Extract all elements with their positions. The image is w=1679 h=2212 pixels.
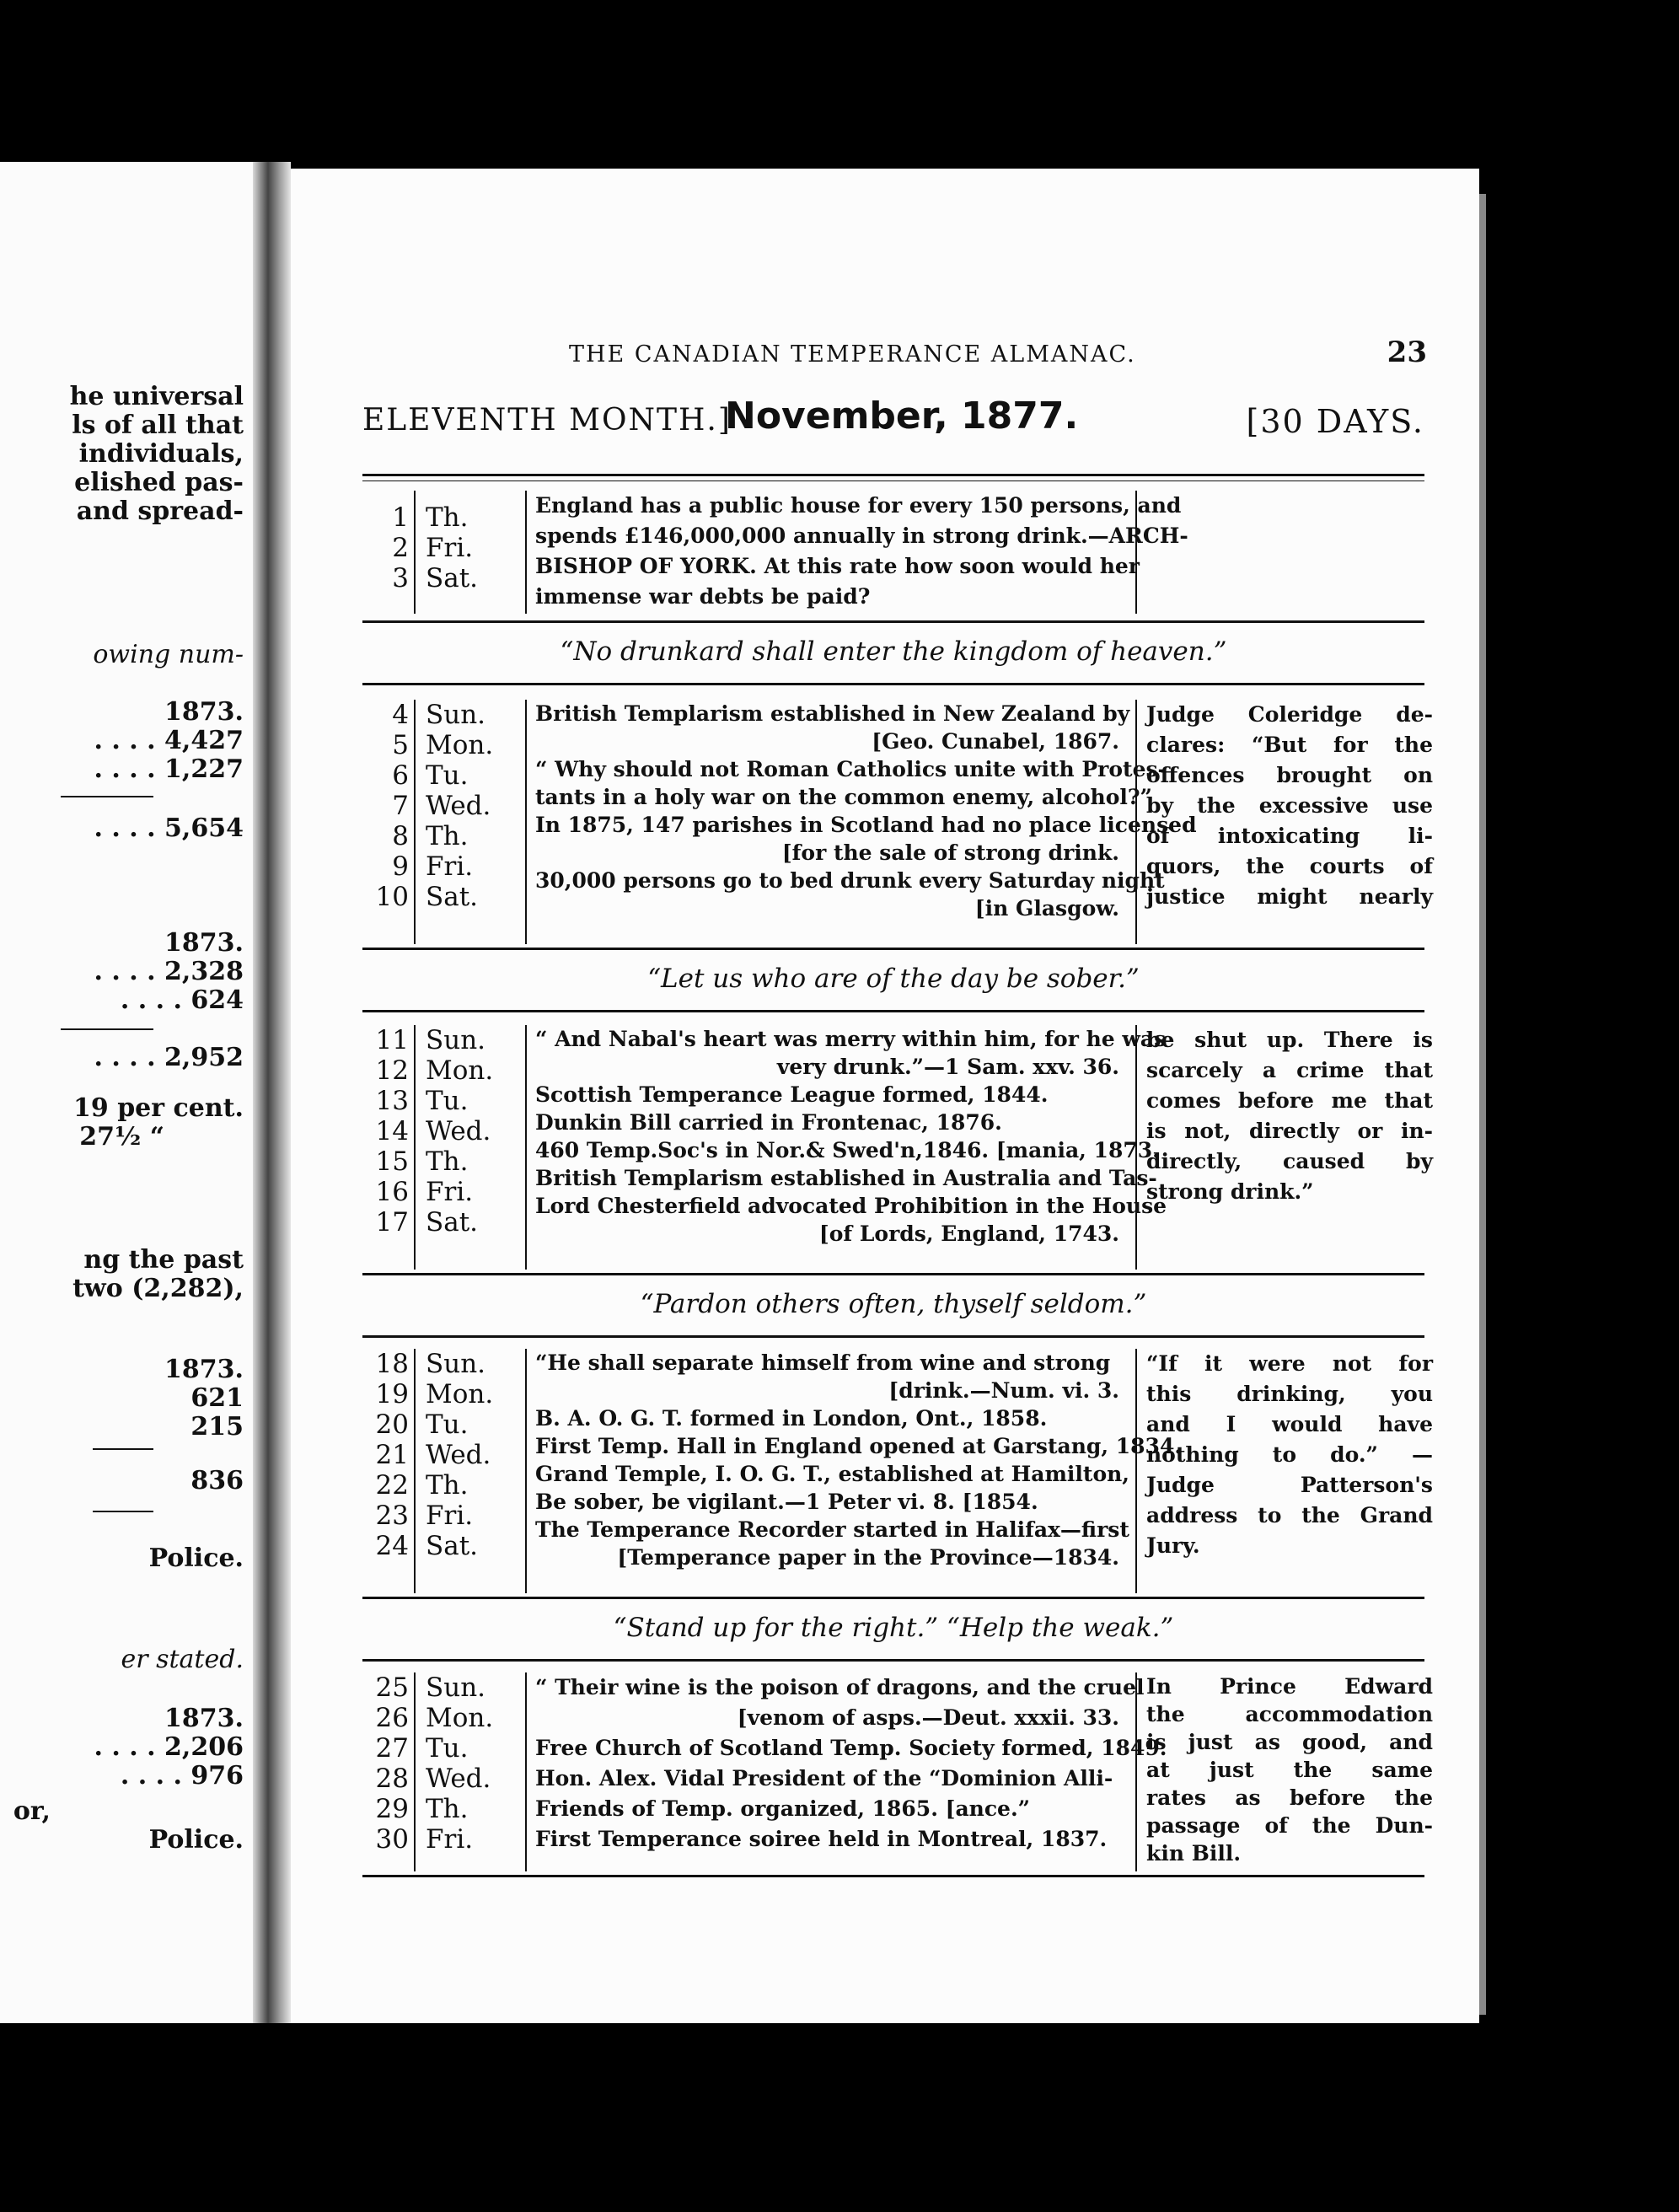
side-note: [1146, 1672, 1433, 1867]
events-text: [535, 1025, 1167, 1248]
weekday: Fri.: [426, 533, 474, 563]
side-note-line: and I would have: [1146, 1412, 1433, 1436]
day-number: 2: [392, 533, 409, 563]
side-note-line: Judge Coleridge de-: [1146, 702, 1433, 727]
event-line: very drunk.”—1 Sam. xxv. 36.: [776, 1055, 1119, 1079]
left-text-line: . . . . 5,654: [94, 813, 244, 843]
weekday: Mon.: [426, 1703, 494, 1733]
side-note-line: passage of the Dun-: [1146, 1813, 1433, 1838]
weekday: Sun.: [426, 1349, 486, 1379]
event-line: 30,000 persons go to bed drunk every Saturday night: [535, 868, 1165, 893]
weekday: Sun.: [426, 700, 486, 730]
side-note-line: be shut up. There is: [1146, 1028, 1433, 1052]
column-divider: [414, 1349, 416, 1593]
day-number: 27: [375, 1733, 409, 1764]
event-line: British Templarism established in New Zealand by: [535, 701, 1130, 726]
day-number: 21: [375, 1440, 409, 1470]
event-line: The Temperance Recorder started in Halifax—first: [535, 1517, 1129, 1542]
day-number: 22: [375, 1470, 409, 1501]
day-number: 23: [375, 1501, 409, 1531]
left-text-line: individuals,: [78, 439, 244, 469]
side-note: [1146, 1025, 1433, 1207]
side-note-line: rates as before the: [1146, 1785, 1433, 1810]
day-number: 20: [375, 1409, 409, 1440]
day-number: 6: [392, 760, 409, 791]
event-line: First Temp. Hall in England opened at Garstang, 1834.: [535, 1434, 1183, 1458]
day-numbers: [367, 502, 409, 593]
left-text-line: or,: [13, 1796, 51, 1826]
left-text-line: Police.: [148, 1825, 244, 1855]
events-text: [535, 491, 1188, 612]
block-rule: [362, 1335, 1424, 1338]
side-note-line: is just as good, and: [1146, 1730, 1433, 1754]
event-line: [of Lords, England, 1743.: [818, 1221, 1119, 1246]
weekday: Wed.: [426, 1440, 491, 1470]
column-divider: [525, 491, 527, 614]
day-numbers: [367, 1349, 409, 1561]
day-number: 15: [375, 1146, 409, 1177]
side-note-line: the accommodation: [1146, 1702, 1433, 1726]
motto: “Let us who are of the day be sober.”: [647, 964, 1140, 994]
left-text-line: he universal: [69, 382, 244, 411]
block-rule: [362, 1659, 1424, 1662]
events-text: [535, 1672, 1167, 1855]
weekday: Tu.: [426, 1733, 469, 1764]
sum-rule: [93, 1511, 153, 1512]
left-text-line: ng the past: [83, 1245, 244, 1275]
side-note-line: clares: “But for the: [1146, 733, 1433, 757]
day-number: 8: [392, 821, 409, 851]
left-text-line: and spread-: [76, 497, 244, 526]
day-number: 13: [375, 1086, 409, 1116]
side-note: [1146, 1349, 1433, 1561]
double-rule: [362, 474, 1424, 476]
column-divider: [525, 1025, 527, 1270]
side-note-line: by the excessive use: [1146, 793, 1433, 818]
side-note-line: address to the Grand: [1146, 1503, 1433, 1527]
left-text-line: Police.: [148, 1544, 244, 1573]
day-number: 19: [375, 1379, 409, 1409]
day-numbers: [367, 700, 409, 912]
weekday: Th.: [426, 502, 469, 533]
day-number: 24: [375, 1531, 409, 1561]
event-line: Scottish Temperance League formed, 1844.: [535, 1082, 1049, 1107]
sum-rule: [93, 1448, 153, 1450]
event-line: B. A. O. G. T. formed in London, Ont., 1858.: [535, 1406, 1048, 1431]
day-number: 7: [392, 791, 409, 821]
side-note-line: In Prince Edward: [1146, 1674, 1433, 1699]
event-line: “ Why should not Roman Catholics unite with Protes-: [535, 757, 1167, 781]
weekday: Wed.: [426, 791, 491, 821]
event-line: Lord Chesterfield advocated Prohibition in the House: [535, 1194, 1167, 1218]
side-note-line: kin Bill.: [1146, 1841, 1242, 1866]
book-gutter: [253, 162, 291, 2023]
left-text-line: . . . . 4,427: [94, 726, 244, 755]
running-head: THE CANADIAN TEMPERANCE ALMANAC.: [569, 341, 1136, 368]
side-note-line: comes before me that: [1146, 1088, 1433, 1113]
motto: “No drunkard shall enter the kingdom of heaven.”: [560, 636, 1227, 667]
weekday: Tu.: [426, 1409, 469, 1440]
event-line: spends £146,000,000 annually in strong drink.—ARCH-: [535, 523, 1188, 548]
column-divider: [414, 1025, 416, 1270]
left-text-line: . . . . 2,952: [94, 1043, 244, 1072]
events-text: [535, 700, 1197, 922]
weekday: Sat.: [426, 1207, 479, 1238]
event-line: [in Glasgow.: [974, 896, 1119, 921]
day-number: 29: [375, 1794, 409, 1824]
left-text-line: 836: [190, 1466, 244, 1495]
month-heading: [362, 395, 1424, 442]
day-number: 9: [392, 851, 409, 882]
event-line: First Temperance soiree held in Montreal, 1837.: [535, 1827, 1108, 1851]
event-line: Hon. Alex. Vidal President of the “Dominion Alli-: [535, 1766, 1113, 1791]
day-number: 5: [392, 730, 409, 760]
day-number: 18: [375, 1349, 409, 1379]
event-line: Free Church of Scotland Temp. Society formed, 1849.: [535, 1736, 1167, 1760]
day-number: 14: [375, 1116, 409, 1146]
weekday: Sat.: [426, 563, 479, 593]
event-line: Friends of Temp. organized, 1865. [ance.”: [535, 1796, 1031, 1821]
side-note-line: “If it were not for: [1146, 1351, 1433, 1376]
event-line: In 1875, 147 parishes in Scotland had no place licensed: [535, 813, 1197, 837]
weekday: Th.: [426, 821, 469, 851]
side-note-line: offences brought on: [1146, 763, 1433, 787]
event-line: Dunkin Bill carried in Frontenac, 1876.: [535, 1110, 1002, 1135]
left-text-line: 1873.: [164, 1355, 244, 1384]
event-line: [drink.—Num. vi. 3.: [888, 1378, 1119, 1403]
left-text-line: . . . . 1,227: [94, 754, 244, 784]
column-divider: [525, 700, 527, 944]
weekday: Fri.: [426, 851, 474, 882]
calendar-block-2: [367, 700, 1433, 944]
event-line: immense war debts be paid?: [535, 584, 871, 609]
weekdays: [426, 700, 518, 912]
almanac-page: [291, 169, 1479, 2023]
block-rule: [362, 948, 1424, 950]
weekdays: [426, 1025, 518, 1238]
side-note-line: Judge Patterson's: [1146, 1473, 1433, 1497]
weekdays: [426, 502, 518, 593]
side-note-line: directly, caused by: [1146, 1149, 1433, 1173]
day-number: 28: [375, 1764, 409, 1794]
event-line: [Temperance paper in the Province—1834.: [617, 1545, 1119, 1570]
left-text-line: . . . . 2,328: [94, 957, 244, 986]
left-text-line: 19 per cent.: [73, 1093, 244, 1123]
weekday: Wed.: [426, 1764, 491, 1794]
day-number: 30: [375, 1824, 409, 1855]
weekday: Th.: [426, 1794, 469, 1824]
event-line: “ And Nabal's heart was merry within him, for he was: [535, 1027, 1167, 1051]
block-rule: [362, 1273, 1424, 1275]
left-text-line: owing num-: [93, 640, 244, 669]
side-note-line: quors, the courts of: [1146, 854, 1433, 878]
column-divider: [525, 1672, 527, 1871]
event-line: [venom of asps.—Deut. xxxii. 33.: [737, 1705, 1119, 1730]
weekday: Sat.: [426, 882, 479, 912]
weekdays: [426, 1672, 518, 1855]
side-note-line: at just the same: [1146, 1758, 1433, 1782]
left-text-line: er stated.: [121, 1645, 244, 1674]
weekday: Mon.: [426, 730, 494, 760]
left-text-line: 215: [190, 1412, 244, 1442]
side-note-line: justice might nearly: [1146, 884, 1433, 909]
left-text-line: 1873.: [164, 697, 244, 727]
event-line: Grand Temple, I. O. G. T., established at Hamilton,: [535, 1462, 1130, 1486]
day-number: 10: [375, 882, 409, 912]
weekday: Wed.: [426, 1116, 491, 1146]
weekday: Mon.: [426, 1379, 494, 1409]
side-note-line: Jury.: [1146, 1533, 1200, 1558]
motto: “Stand up for the right.” “Help the weak.”: [613, 1613, 1174, 1643]
weekday: Sat.: [426, 1531, 479, 1561]
weekday: Fri.: [426, 1501, 474, 1531]
day-number: 4: [392, 700, 409, 730]
block-rule: [362, 1875, 1424, 1877]
day-number: 16: [375, 1177, 409, 1207]
day-numbers: [367, 1672, 409, 1855]
sum-rule: [61, 1028, 153, 1030]
weekday: Tu.: [426, 760, 469, 791]
left-text-line: 1873.: [164, 1704, 244, 1733]
weekday: Tu.: [426, 1086, 469, 1116]
day-number: 12: [375, 1055, 409, 1086]
column-divider: [1135, 1672, 1137, 1871]
page-edge: [1479, 194, 1486, 2015]
weekday: Fri.: [426, 1824, 474, 1855]
left-text-line: . . . . 976: [120, 1761, 244, 1791]
day-number: 11: [375, 1025, 409, 1055]
left-text-line: . . . . 2,206: [94, 1732, 244, 1762]
motto: “Pardon others often, thyself seldom.”: [640, 1289, 1147, 1319]
day-number: 3: [392, 563, 409, 593]
side-note-line: of intoxicating li-: [1146, 824, 1433, 848]
event-line: [Geo. Cunabel, 1867.: [872, 729, 1119, 754]
left-text-line: ls of all that: [72, 411, 244, 440]
day-number: 25: [375, 1672, 409, 1703]
left-text-line: elished pas-: [74, 468, 244, 497]
day-number: 17: [375, 1207, 409, 1238]
page-number: 23: [1387, 336, 1427, 369]
side-note-line: strong drink.”: [1146, 1179, 1314, 1204]
block-rule: [362, 683, 1424, 685]
month-label: ELEVENTH MONTH.]: [362, 403, 732, 438]
weekday: Sun.: [426, 1672, 486, 1703]
weekday: Mon.: [426, 1055, 494, 1086]
column-divider: [525, 1349, 527, 1593]
left-text-line: 1873.: [164, 928, 244, 958]
event-line: 460 Temp.Soc's in Nor.& Swed'n,1846. [mania, 1873.: [535, 1138, 1160, 1162]
column-divider: [414, 1672, 416, 1871]
sum-rule: [61, 796, 153, 797]
weekday: Th.: [426, 1146, 469, 1177]
side-note-line: scarcely a crime that: [1146, 1058, 1433, 1082]
event-line: Be sober, be vigilant.—1 Peter vi. 8. [1854.: [535, 1490, 1038, 1514]
column-divider: [414, 700, 416, 944]
weekdays: [426, 1349, 518, 1561]
calendar-block-1: [367, 491, 1425, 617]
event-line: “ Their wine is the poison of dragons, and the cruel: [535, 1675, 1145, 1699]
weekday: Sun.: [426, 1025, 486, 1055]
day-number: 26: [375, 1703, 409, 1733]
column-divider: [414, 491, 416, 614]
event-line: “He shall separate himself from wine and strong: [535, 1350, 1111, 1375]
calendar-block-3: [367, 1025, 1433, 1270]
block-rule: [362, 620, 1424, 623]
weekday: Th.: [426, 1470, 469, 1501]
column-divider: [1135, 1349, 1137, 1593]
side-note: [1146, 700, 1433, 912]
month-title: November, 1877.: [725, 395, 1079, 438]
days-label: [30 DAYS.: [1246, 403, 1424, 440]
event-line: [for the sale of strong drink.: [781, 840, 1119, 865]
left-text-line: two (2,282),: [72, 1274, 244, 1303]
left-text-line: 621: [190, 1383, 244, 1413]
side-note-line: nothing to do.” —: [1146, 1442, 1433, 1467]
previous-page-fragment: [0, 162, 257, 2023]
calendar-block-4: [367, 1349, 1433, 1593]
day-numbers: [367, 1025, 409, 1238]
block-rule: [362, 1010, 1424, 1012]
side-note-line: this drinking, you: [1146, 1382, 1433, 1406]
calendar-block-5: [367, 1672, 1433, 1871]
side-note-line: is not, directly or in-: [1146, 1119, 1433, 1143]
event-line: England has a public house for every 150 persons, and: [535, 493, 1182, 518]
left-text-line: 27½ “: [79, 1122, 164, 1152]
event-line: BISHOP OF YORK. At this rate how soon would her: [535, 554, 1140, 578]
day-number: 1: [392, 502, 409, 533]
left-text-line: . . . . 624: [120, 985, 244, 1015]
block-rule: [362, 1597, 1424, 1599]
event-line: tants in a holy war on the common enemy, alcohol?”: [535, 785, 1152, 809]
event-line: British Templarism established in Australia and Tas-: [535, 1166, 1157, 1190]
weekday: Fri.: [426, 1177, 474, 1207]
